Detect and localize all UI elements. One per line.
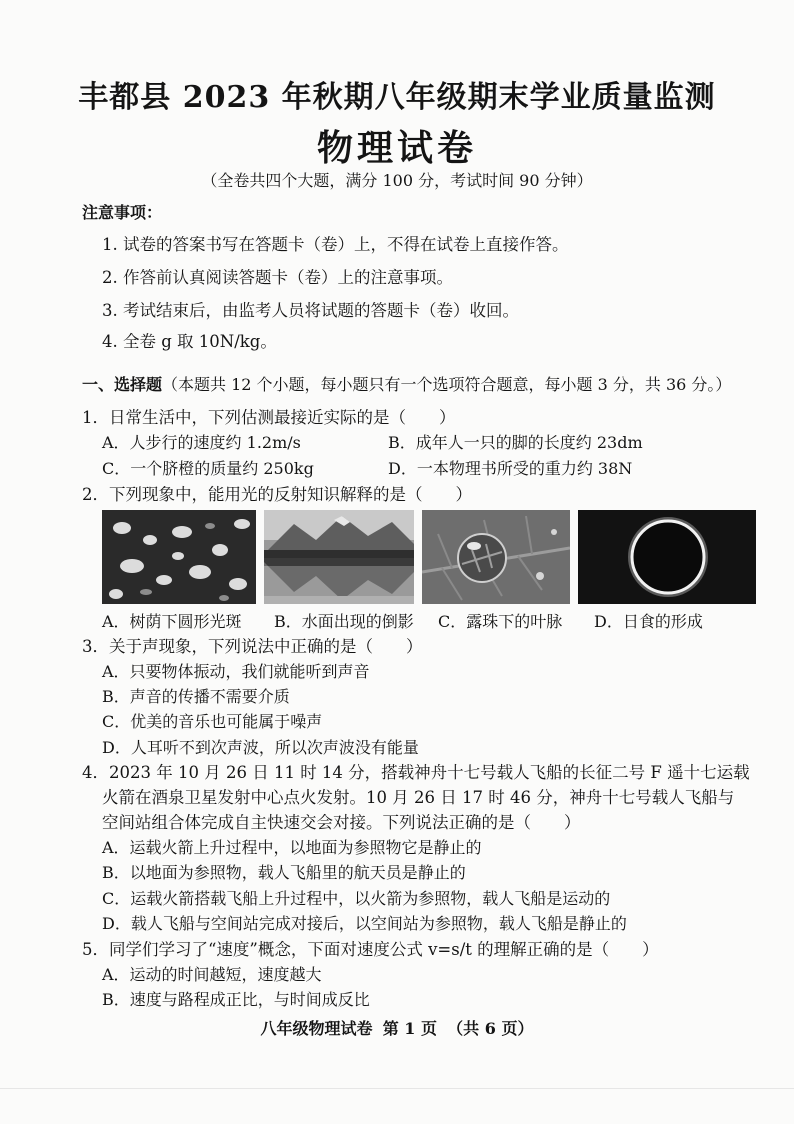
question-3-option-a: A．只要物体振动，我们就能听到声音 (102, 662, 370, 681)
question-2-option-c: C．露珠下的叶脉 (438, 612, 563, 631)
question-1-option-a: A．人步行的速度约 1.2m/s (102, 433, 301, 452)
question-3-option-d: D．人耳听不到次声波，所以次声波没有能量 (102, 738, 419, 757)
section-title: 一、选择题 (82, 375, 163, 394)
page-footer (0, 1016, 794, 1039)
subject-title: 物理试卷 (316, 127, 477, 169)
notice-item: 3. 考试结束后，由监考人员将试题的答题卡（卷）收回。 (102, 301, 519, 320)
notice-heading: 注意事项： (82, 203, 163, 222)
question-1-stem: 1．日常生活中，下列估测最接近实际的是（ ） (82, 408, 456, 427)
question-2-images (102, 510, 756, 606)
question-4-option-d: D．载人飞船与空间站完成对接后，以空间站为参照物，载人飞船是静止的 (102, 914, 627, 933)
question-3-stem: 3．关于声现象，下列说法中正确的是（ ） (82, 637, 423, 656)
question-4-option-b: B．以地面为参照物，载人飞船里的航天员是静止的 (102, 863, 466, 882)
tree-shade-light-spots-image (102, 510, 256, 604)
question-4-option-a: A．运载火箭上升过程中，以地面为参照物它是静止的 (102, 838, 482, 857)
exam-title: 丰都县 2023 年秋期八年级期末学业质量监测 (78, 80, 716, 115)
question-3-option-b: B．声音的传播不需要介质 (102, 687, 290, 706)
question-5-stem: 5．同学们学习了“速度”概念，下面对速度公式 v=s/t 的理解正确的是（ ） (82, 940, 659, 959)
dewdrop-leaf-vein-image (422, 510, 570, 604)
question-1-option-b: B．成年人一只的脚的长度约 23dm (388, 433, 643, 452)
question-5-option-a: A．运动的时间越短，速度越大 (102, 965, 322, 984)
water-reflection-image (264, 510, 414, 604)
solar-eclipse-image (578, 510, 756, 604)
scan-edge-divider (0, 1088, 794, 1089)
question-3-option-c: C．优美的音乐也可能属于噪声 (102, 712, 323, 731)
question-2-option-d: D．日食的形成 (594, 612, 703, 631)
section-description: （本题共 12 个小题，每小题只有一个选项符合题意，每小题 3 分，共 36 分。） (162, 375, 732, 394)
question-5-option-b: B．速度与路程成正比，与时间成反比 (102, 990, 370, 1009)
question-4-stem-line2: 火箭在酒泉卫星发射中心点火发射。10 月 26 日 17 时 46 分，神舟十七号载人飞船与 (102, 788, 735, 807)
footer-subject: 八年级物理试卷 (260, 1019, 373, 1038)
question-1-option-d: D．一本物理书所受的重力约 38N (388, 459, 633, 478)
page-total: （共 6 页） (447, 1019, 534, 1038)
question-4-stem-line1: 4．2023 年 10 月 26 日 11 时 14 分，搭载神舟十七号载人飞船的长征二号 F 遥十七运载 (82, 763, 750, 782)
question-2-stem: 2．下列现象中，能用光的反射知识解释的是（ ） (82, 485, 472, 504)
question-1-option-c: C．一个脐橙的质量约 250kg (102, 459, 314, 478)
notice-item: 2. 作答前认真阅读答题卡（卷）上的注意事项。 (102, 268, 453, 287)
notice-item: 4. 全卷 g 取 10N/kg。 (102, 332, 277, 351)
page-number: 第 1 页 (382, 1019, 437, 1038)
section-heading (82, 372, 731, 395)
question-4-option-c: C．运载火箭搭载飞船上升过程中，以火箭为参照物，载人飞船是运动的 (102, 889, 611, 908)
notice-item: 1. 试卷的答案书写在答题卡（卷）上，不得在试卷上直接作答。 (102, 235, 569, 254)
question-2-option-a: A．树荫下圆形光斑 (102, 612, 242, 631)
exam-info: （全卷共四个大题，满分 100 分，考试时间 90 分钟） (201, 171, 593, 190)
question-2-option-b: B．水面出现的倒影 (274, 612, 414, 631)
question-4-stem-line3: 空间站组合体完成自主快速交会对接。下列说法正确的是（ ） (102, 813, 581, 832)
